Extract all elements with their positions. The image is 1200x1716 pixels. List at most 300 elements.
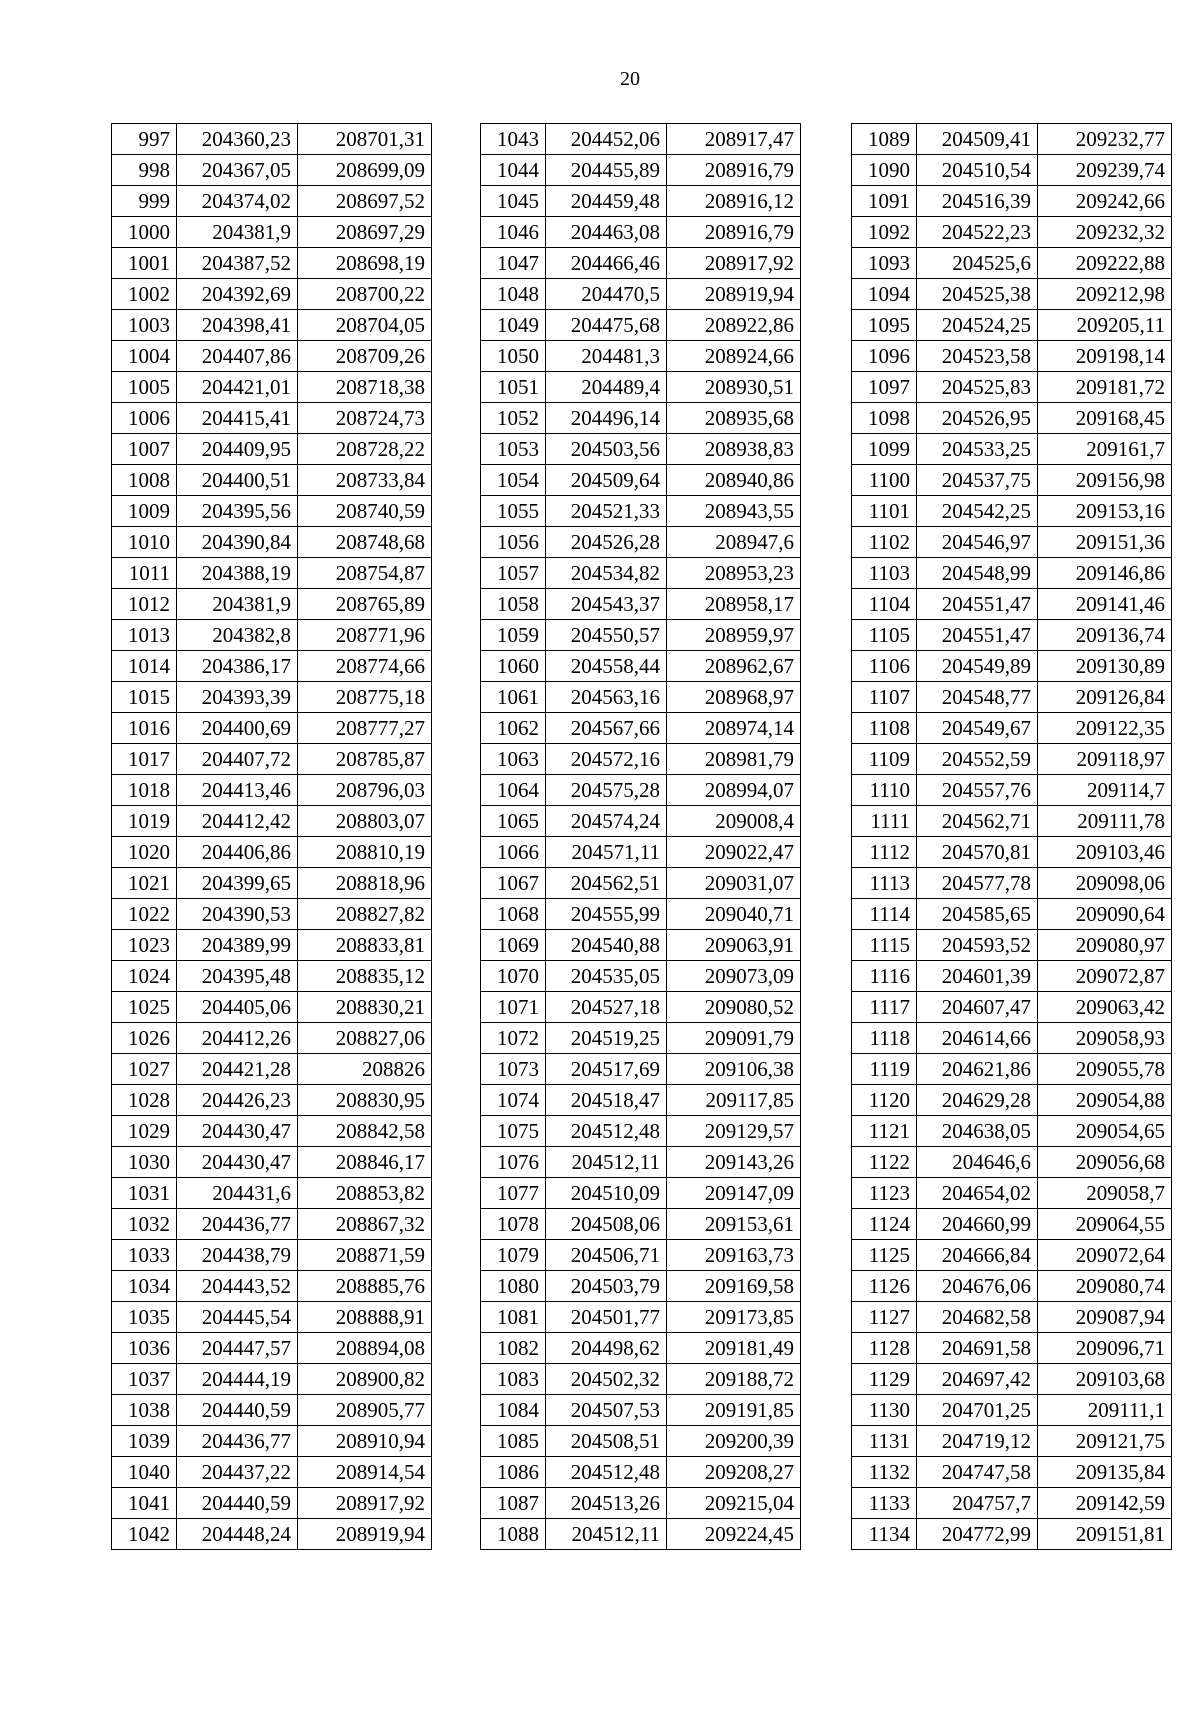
- x-coordinate-cell: 204543,37: [546, 589, 667, 620]
- y-coordinate-cell: 209096,71: [1038, 1333, 1172, 1364]
- table-row: [112, 1147, 432, 1178]
- point-number-cell: 1111: [852, 806, 917, 837]
- x-coordinate-cell: 204574,24: [546, 806, 667, 837]
- y-coordinate-cell: 208835,12: [298, 961, 432, 992]
- point-number-cell: 1069: [481, 930, 546, 961]
- y-coordinate-cell: 209168,45: [1038, 403, 1172, 434]
- y-coordinate-cell: 209080,74: [1038, 1271, 1172, 1302]
- x-coordinate-cell: 204409,95: [177, 434, 298, 465]
- point-number-cell: 1093: [852, 248, 917, 279]
- point-number-cell: 1014: [112, 651, 177, 682]
- point-number-cell: 1068: [481, 899, 546, 930]
- point-number-cell: 1108: [852, 713, 917, 744]
- y-coordinate-cell: 208919,94: [667, 279, 801, 310]
- x-coordinate-cell: 204496,14: [546, 403, 667, 434]
- point-number-cell: 1008: [112, 465, 177, 496]
- table-row: [112, 837, 432, 868]
- table-row: [481, 961, 801, 992]
- x-coordinate-cell: 204621,86: [917, 1054, 1038, 1085]
- x-coordinate-cell: 204374,02: [177, 186, 298, 217]
- table-row: [112, 1519, 432, 1550]
- y-coordinate-cell: 208775,18: [298, 682, 432, 713]
- table-row: [112, 682, 432, 713]
- x-coordinate-cell: 204577,78: [917, 868, 1038, 899]
- x-coordinate-cell: 204395,48: [177, 961, 298, 992]
- x-coordinate-cell: 204509,64: [546, 465, 667, 496]
- table-row: [112, 1395, 432, 1426]
- y-coordinate-cell: 209114,7: [1038, 775, 1172, 806]
- y-coordinate-cell: 209080,52: [667, 992, 801, 1023]
- y-coordinate-cell: 209054,65: [1038, 1116, 1172, 1147]
- point-number-cell: 1055: [481, 496, 546, 527]
- point-number-cell: 1072: [481, 1023, 546, 1054]
- point-number-cell: 1102: [852, 527, 917, 558]
- y-coordinate-cell: 208924,66: [667, 341, 801, 372]
- y-coordinate-cell: 209111,78: [1038, 806, 1172, 837]
- x-coordinate-cell: 204470,5: [546, 279, 667, 310]
- y-coordinate-cell: 208701,31: [298, 124, 432, 155]
- point-number-cell: 1125: [852, 1240, 917, 1271]
- y-coordinate-cell: 209222,88: [1038, 248, 1172, 279]
- y-coordinate-cell: 208916,79: [667, 217, 801, 248]
- table-row: [112, 1457, 432, 1488]
- point-number-cell: 1098: [852, 403, 917, 434]
- x-coordinate-cell: 204654,02: [917, 1178, 1038, 1209]
- table-row: [852, 434, 1172, 465]
- point-number-cell: 1012: [112, 589, 177, 620]
- point-number-cell: 1036: [112, 1333, 177, 1364]
- point-number-cell: 1047: [481, 248, 546, 279]
- point-number-cell: 1104: [852, 589, 917, 620]
- point-number-cell: 1025: [112, 992, 177, 1023]
- x-coordinate-cell: 204509,41: [917, 124, 1038, 155]
- x-coordinate-cell: 204682,58: [917, 1302, 1038, 1333]
- x-coordinate-cell: 204512,48: [546, 1116, 667, 1147]
- y-coordinate-cell: 209080,97: [1038, 930, 1172, 961]
- y-coordinate-cell: 209161,7: [1038, 434, 1172, 465]
- point-number-cell: 1086: [481, 1457, 546, 1488]
- table-row: [481, 403, 801, 434]
- x-coordinate-cell: 204390,53: [177, 899, 298, 930]
- x-coordinate-cell: 204463,08: [546, 217, 667, 248]
- table-row: [112, 403, 432, 434]
- y-coordinate-cell: 209208,27: [667, 1457, 801, 1488]
- point-number-cell: 1000: [112, 217, 177, 248]
- point-number-cell: 1042: [112, 1519, 177, 1550]
- table-row: [481, 1519, 801, 1550]
- y-coordinate-cell: 209058,93: [1038, 1023, 1172, 1054]
- y-coordinate-cell: 209063,91: [667, 930, 801, 961]
- table-row: [481, 527, 801, 558]
- y-coordinate-cell: 208962,67: [667, 651, 801, 682]
- y-coordinate-cell: 209242,66: [1038, 186, 1172, 217]
- x-coordinate-cell: 204660,99: [917, 1209, 1038, 1240]
- point-number-cell: 1134: [852, 1519, 917, 1550]
- y-coordinate-cell: 208935,68: [667, 403, 801, 434]
- table-row: [481, 992, 801, 1023]
- y-coordinate-cell: 209141,46: [1038, 589, 1172, 620]
- y-coordinate-cell: 208842,58: [298, 1116, 432, 1147]
- point-number-cell: 1051: [481, 372, 546, 403]
- y-coordinate-cell: 208919,94: [298, 1519, 432, 1550]
- table-row: [112, 1209, 432, 1240]
- point-number-cell: 1039: [112, 1426, 177, 1457]
- table-row: [852, 930, 1172, 961]
- table-row: [481, 1488, 801, 1519]
- point-number-cell: 1015: [112, 682, 177, 713]
- y-coordinate-cell: 209135,84: [1038, 1457, 1172, 1488]
- point-number-cell: 1124: [852, 1209, 917, 1240]
- x-coordinate-cell: 204388,19: [177, 558, 298, 589]
- x-coordinate-cell: 204517,69: [546, 1054, 667, 1085]
- table-row: [112, 992, 432, 1023]
- table-row: [112, 744, 432, 775]
- table-row: [481, 1147, 801, 1178]
- x-coordinate-cell: 204415,41: [177, 403, 298, 434]
- x-coordinate-cell: 204585,65: [917, 899, 1038, 930]
- y-coordinate-cell: 208867,32: [298, 1209, 432, 1240]
- point-number-cell: 1004: [112, 341, 177, 372]
- point-number-cell: 1031: [112, 1178, 177, 1209]
- table-row: [481, 620, 801, 651]
- x-coordinate-cell: 204501,77: [546, 1302, 667, 1333]
- table-row: [481, 1023, 801, 1054]
- table-row: [112, 1488, 432, 1519]
- x-coordinate-cell: 204676,06: [917, 1271, 1038, 1302]
- table-row: [852, 744, 1172, 775]
- x-coordinate-cell: 204506,71: [546, 1240, 667, 1271]
- x-coordinate-cell: 204466,46: [546, 248, 667, 279]
- y-coordinate-cell: 209072,87: [1038, 961, 1172, 992]
- y-coordinate-cell: 209118,97: [1038, 744, 1172, 775]
- point-number-cell: 1127: [852, 1302, 917, 1333]
- y-coordinate-cell: 208724,73: [298, 403, 432, 434]
- table-row: [481, 899, 801, 930]
- point-number-cell: 1100: [852, 465, 917, 496]
- table-row: [852, 1302, 1172, 1333]
- y-coordinate-cell: 209087,94: [1038, 1302, 1172, 1333]
- x-coordinate-cell: 204697,42: [917, 1364, 1038, 1395]
- x-coordinate-cell: 204557,76: [917, 775, 1038, 806]
- x-coordinate-cell: 204503,79: [546, 1271, 667, 1302]
- y-coordinate-cell: 208803,07: [298, 806, 432, 837]
- y-coordinate-cell: 208917,92: [298, 1488, 432, 1519]
- point-number-cell: 1094: [852, 279, 917, 310]
- y-coordinate-cell: 209054,88: [1038, 1085, 1172, 1116]
- point-number-cell: 1106: [852, 651, 917, 682]
- point-number-cell: 1078: [481, 1209, 546, 1240]
- y-coordinate-cell: 209142,59: [1038, 1488, 1172, 1519]
- y-coordinate-cell: 208917,92: [667, 248, 801, 279]
- x-coordinate-cell: 204390,84: [177, 527, 298, 558]
- x-coordinate-cell: 204387,52: [177, 248, 298, 279]
- x-coordinate-cell: 204381,9: [177, 589, 298, 620]
- x-coordinate-cell: 204757,7: [917, 1488, 1038, 1519]
- table-row: [112, 930, 432, 961]
- y-coordinate-cell: 208833,81: [298, 930, 432, 961]
- y-coordinate-cell: 209200,39: [667, 1426, 801, 1457]
- x-coordinate-cell: 204512,48: [546, 1457, 667, 1488]
- point-number-cell: 1043: [481, 124, 546, 155]
- point-number-cell: 1109: [852, 744, 917, 775]
- point-number-cell: 1032: [112, 1209, 177, 1240]
- table-row: [852, 279, 1172, 310]
- table-row: [481, 1457, 801, 1488]
- table-row: [481, 341, 801, 372]
- x-coordinate-cell: 204519,25: [546, 1023, 667, 1054]
- point-number-cell: 1087: [481, 1488, 546, 1519]
- point-number-cell: 1033: [112, 1240, 177, 1271]
- x-coordinate-cell: 204533,25: [917, 434, 1038, 465]
- table-row: [112, 806, 432, 837]
- point-number-cell: 1064: [481, 775, 546, 806]
- point-number-cell: 1062: [481, 713, 546, 744]
- x-coordinate-cell: 204438,79: [177, 1240, 298, 1271]
- point-number-cell: 1044: [481, 155, 546, 186]
- y-coordinate-cell: 208853,82: [298, 1178, 432, 1209]
- x-coordinate-cell: 204629,28: [917, 1085, 1038, 1116]
- y-coordinate-cell: 209072,64: [1038, 1240, 1172, 1271]
- y-coordinate-cell: 208958,17: [667, 589, 801, 620]
- point-number-cell: 1075: [481, 1116, 546, 1147]
- y-coordinate-cell: 208699,09: [298, 155, 432, 186]
- y-coordinate-cell: 209215,04: [667, 1488, 801, 1519]
- table-row: [112, 1364, 432, 1395]
- point-number-cell: 1067: [481, 868, 546, 899]
- table-row: [852, 248, 1172, 279]
- x-coordinate-cell: 204526,95: [917, 403, 1038, 434]
- point-number-cell: 999: [112, 186, 177, 217]
- point-number-cell: 1024: [112, 961, 177, 992]
- x-coordinate-cell: 204772,99: [917, 1519, 1038, 1550]
- table-row: [112, 558, 432, 589]
- point-number-cell: 1116: [852, 961, 917, 992]
- x-coordinate-cell: 204563,16: [546, 682, 667, 713]
- y-coordinate-cell: 208774,66: [298, 651, 432, 682]
- table-row: [852, 527, 1172, 558]
- point-number-cell: 1099: [852, 434, 917, 465]
- table-row: [481, 775, 801, 806]
- x-coordinate-cell: 204440,59: [177, 1395, 298, 1426]
- table-row: [481, 1054, 801, 1085]
- point-number-cell: 1056: [481, 527, 546, 558]
- x-coordinate-cell: 204407,72: [177, 744, 298, 775]
- point-number-cell: 1089: [852, 124, 917, 155]
- x-coordinate-cell: 204512,11: [546, 1519, 667, 1550]
- point-number-cell: 1130: [852, 1395, 917, 1426]
- point-number-cell: 1057: [481, 558, 546, 589]
- x-coordinate-cell: 204747,58: [917, 1457, 1038, 1488]
- point-number-cell: 1126: [852, 1271, 917, 1302]
- table-row: [481, 930, 801, 961]
- point-number-cell: 1079: [481, 1240, 546, 1271]
- x-coordinate-cell: 204430,47: [177, 1147, 298, 1178]
- point-number-cell: 1048: [481, 279, 546, 310]
- point-number-cell: 1121: [852, 1116, 917, 1147]
- y-coordinate-cell: 208709,26: [298, 341, 432, 372]
- point-number-cell: 1096: [852, 341, 917, 372]
- point-number-cell: 1050: [481, 341, 546, 372]
- y-coordinate-cell: 209091,79: [667, 1023, 801, 1054]
- table-row: [481, 1209, 801, 1240]
- x-coordinate-cell: 204459,48: [546, 186, 667, 217]
- x-coordinate-cell: 204701,25: [917, 1395, 1038, 1426]
- y-coordinate-cell: 208785,87: [298, 744, 432, 775]
- point-number-cell: 1090: [852, 155, 917, 186]
- x-coordinate-cell: 204503,56: [546, 434, 667, 465]
- y-coordinate-cell: 209173,85: [667, 1302, 801, 1333]
- table-row: [481, 1364, 801, 1395]
- x-coordinate-cell: 204513,26: [546, 1488, 667, 1519]
- point-number-cell: 1026: [112, 1023, 177, 1054]
- table-row: [852, 1395, 1172, 1426]
- table-row: [852, 217, 1172, 248]
- point-number-cell: 1118: [852, 1023, 917, 1054]
- point-number-cell: 997: [112, 124, 177, 155]
- y-coordinate-cell: 209098,06: [1038, 868, 1172, 899]
- table-row: [481, 1178, 801, 1209]
- x-coordinate-cell: 204549,67: [917, 713, 1038, 744]
- table-row: [112, 1023, 432, 1054]
- y-coordinate-cell: 209122,35: [1038, 713, 1172, 744]
- point-number-cell: 1016: [112, 713, 177, 744]
- table-row: [852, 1240, 1172, 1271]
- table-row: [852, 186, 1172, 217]
- y-coordinate-cell: 208698,19: [298, 248, 432, 279]
- point-number-cell: 1120: [852, 1085, 917, 1116]
- y-coordinate-cell: 209111,1: [1038, 1395, 1172, 1426]
- y-coordinate-cell: 208740,59: [298, 496, 432, 527]
- x-coordinate-cell: 204389,99: [177, 930, 298, 961]
- x-coordinate-cell: 204431,6: [177, 1178, 298, 1209]
- table-row: [852, 1457, 1172, 1488]
- x-coordinate-cell: 204452,06: [546, 124, 667, 155]
- table-row: [481, 589, 801, 620]
- y-coordinate-cell: 208765,89: [298, 589, 432, 620]
- x-coordinate-cell: 204360,23: [177, 124, 298, 155]
- table-row: [112, 310, 432, 341]
- y-coordinate-cell: 209151,36: [1038, 527, 1172, 558]
- table-row: [852, 341, 1172, 372]
- point-number-cell: 1103: [852, 558, 917, 589]
- point-number-cell: 1110: [852, 775, 917, 806]
- table-row: [852, 1271, 1172, 1302]
- x-coordinate-cell: 204575,28: [546, 775, 667, 806]
- table-row: [852, 1488, 1172, 1519]
- table-row: [852, 837, 1172, 868]
- y-coordinate-cell: 209181,49: [667, 1333, 801, 1364]
- point-number-cell: 1061: [481, 682, 546, 713]
- x-coordinate-cell: 204535,05: [546, 961, 667, 992]
- point-number-cell: 1017: [112, 744, 177, 775]
- x-coordinate-cell: 204523,58: [917, 341, 1038, 372]
- point-number-cell: 1058: [481, 589, 546, 620]
- point-number-cell: 1053: [481, 434, 546, 465]
- y-coordinate-cell: 209106,38: [667, 1054, 801, 1085]
- table-row: [852, 1178, 1172, 1209]
- point-number-cell: 1083: [481, 1364, 546, 1395]
- table-row: [852, 155, 1172, 186]
- table-row: [852, 310, 1172, 341]
- point-number-cell: 1028: [112, 1085, 177, 1116]
- point-number-cell: 1007: [112, 434, 177, 465]
- table-row: [852, 1333, 1172, 1364]
- table-row: [481, 806, 801, 837]
- x-coordinate-cell: 204399,65: [177, 868, 298, 899]
- table-row: [481, 1333, 801, 1364]
- table-row: [112, 1116, 432, 1147]
- x-coordinate-cell: 204421,01: [177, 372, 298, 403]
- table-row: [852, 806, 1172, 837]
- table-row: [852, 403, 1172, 434]
- table-row: [852, 961, 1172, 992]
- x-coordinate-cell: 204558,44: [546, 651, 667, 682]
- x-coordinate-cell: 204525,6: [917, 248, 1038, 279]
- y-coordinate-cell: 209008,4: [667, 806, 801, 837]
- x-coordinate-cell: 204551,47: [917, 589, 1038, 620]
- y-coordinate-cell: 208916,12: [667, 186, 801, 217]
- x-coordinate-cell: 204430,47: [177, 1116, 298, 1147]
- point-number-cell: 1034: [112, 1271, 177, 1302]
- point-number-cell: 1080: [481, 1271, 546, 1302]
- x-coordinate-cell: 204607,47: [917, 992, 1038, 1023]
- y-coordinate-cell: 208974,14: [667, 713, 801, 744]
- x-coordinate-cell: 204521,33: [546, 496, 667, 527]
- y-coordinate-cell: 209146,86: [1038, 558, 1172, 589]
- table-row: [481, 1395, 801, 1426]
- point-number-cell: 1040: [112, 1457, 177, 1488]
- table-row: [481, 1240, 801, 1271]
- table-row: [852, 899, 1172, 930]
- x-coordinate-cell: 204510,09: [546, 1178, 667, 1209]
- y-coordinate-cell: 208754,87: [298, 558, 432, 589]
- x-coordinate-cell: 204534,82: [546, 558, 667, 589]
- table-row: [112, 1426, 432, 1457]
- table-row: [112, 1178, 432, 1209]
- coordinates-table-1: [111, 123, 432, 1550]
- x-coordinate-cell: 204638,05: [917, 1116, 1038, 1147]
- y-coordinate-cell: 208916,79: [667, 155, 801, 186]
- point-number-cell: 1009: [112, 496, 177, 527]
- y-coordinate-cell: 208905,77: [298, 1395, 432, 1426]
- table-row: [112, 186, 432, 217]
- y-coordinate-cell: 208981,79: [667, 744, 801, 775]
- x-coordinate-cell: 204406,86: [177, 837, 298, 868]
- y-coordinate-cell: 208959,97: [667, 620, 801, 651]
- y-coordinate-cell: 209129,57: [667, 1116, 801, 1147]
- point-number-cell: 998: [112, 155, 177, 186]
- point-number-cell: 1066: [481, 837, 546, 868]
- y-coordinate-cell: 208968,97: [667, 682, 801, 713]
- table-row: [112, 1271, 432, 1302]
- x-coordinate-cell: 204393,39: [177, 682, 298, 713]
- x-coordinate-cell: 204549,89: [917, 651, 1038, 682]
- table-row: [852, 1116, 1172, 1147]
- x-coordinate-cell: 204507,53: [546, 1395, 667, 1426]
- table-row: [852, 465, 1172, 496]
- table-row: [481, 372, 801, 403]
- table-row: [481, 1426, 801, 1457]
- table-row: [852, 372, 1172, 403]
- y-coordinate-cell: 208922,86: [667, 310, 801, 341]
- table-row: [852, 713, 1172, 744]
- y-coordinate-cell: 208704,05: [298, 310, 432, 341]
- y-coordinate-cell: 208953,23: [667, 558, 801, 589]
- y-coordinate-cell: 208943,55: [667, 496, 801, 527]
- x-coordinate-cell: 204475,68: [546, 310, 667, 341]
- point-number-cell: 1041: [112, 1488, 177, 1519]
- y-coordinate-cell: 209239,74: [1038, 155, 1172, 186]
